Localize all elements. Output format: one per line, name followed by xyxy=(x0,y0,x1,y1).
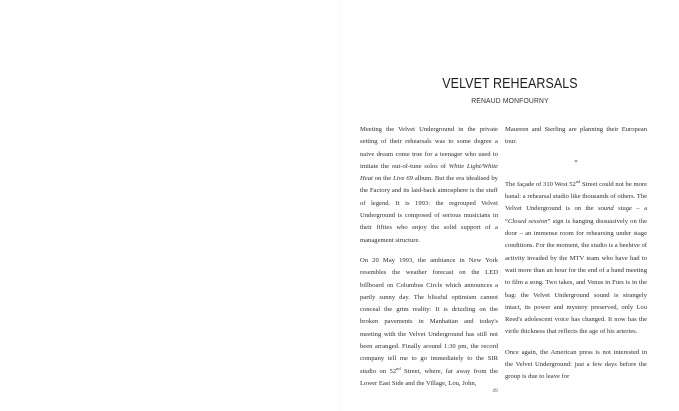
chapter-title: VELVET REHEARSALS xyxy=(442,76,578,92)
text-column-left xyxy=(360,124,498,398)
paragraph-1-text-b: on the xyxy=(372,175,394,183)
album-title-live-69: Live 69 xyxy=(393,175,413,183)
text-column-right xyxy=(505,124,647,392)
paragraph-4-text-a: The façade of 310 West 52 xyxy=(505,180,576,188)
paragraph-1 xyxy=(360,124,498,247)
paragraph-4-text-b: Street could not be more banal: a rehearsal studio like thousands of others. The Velvet Underground is on the xyxy=(505,180,647,213)
album-title-white-light: White Light/White Heat xyxy=(360,162,498,183)
paragraph-5: Once again, the American press is not interested in the Velvet Underground: just a few days before the group is due to leave for xyxy=(505,348,647,381)
paragraph-4-text-d: ” sign is hanging dissuasively on the door – an immense room for rehearsing under stage conditions. For the moment, the studio is a beehive of activity invaded by the MTV team who have had to wait more than an hour for the end of a band meeting to film a song. Two takes, and Venus in Furs is in the bag: the Velvet Underground sound is strangely intact, its power and mystery preserved, only Lou Reed's adolescent voice has changed. It now has the virile thickness that reflects the age of his arteries. xyxy=(505,217,647,336)
paragraph-2 xyxy=(360,255,498,390)
paragraph-3: Maureen and Sterling are planning their European tour. xyxy=(505,126,647,146)
ordinal-suffix-2: nd xyxy=(575,178,581,184)
paragraph-4-text-c: – a “ xyxy=(505,205,647,225)
chapter-author: RENAUD MONFOURNY xyxy=(471,96,549,105)
page-gutter xyxy=(340,0,341,411)
page-number: 49 xyxy=(492,388,498,394)
sound-stage-term: sound stage xyxy=(597,205,632,213)
ordinal-suffix: nd xyxy=(396,365,401,371)
paragraph-1-text-a: Meeting the Velvet Underground in the private setting of their rehearsals was to some degree a naive dream come true for a teenager who used to imitate the out-of-tune solos of xyxy=(360,126,498,170)
paragraph-4 xyxy=(505,179,647,339)
closed-session-sign: Closed session xyxy=(507,217,548,225)
paragraph-2-text: On 20 May 1993, the ambiance in New York resembles the weather forecast on the LED billboard on Columbus Circle which announces a partly sunny day. The blissful optimism cannot conceal the grim reality: It is drizzling on the broken pavements in Manhattan and today's meeting with the Velvet Underground has still not been arranged. Finally around 1:30 pm, the record company tell me to go immediately to the SIR studio on 52 xyxy=(360,256,498,375)
section-separator: * xyxy=(574,158,578,166)
paragraph-2-text-end: Street, where, far away from the Lower East Side and the Village, Lou, John, xyxy=(360,367,499,387)
paragraph-1-text-c: album. But the era idealised by the Factory and its laid-back atmosphere is the stuff of legend. It is 1993: the regrouped Velvet Underground is composed of serious musicians in their fifties who enjoy the solid support of a management structure. xyxy=(360,175,498,244)
